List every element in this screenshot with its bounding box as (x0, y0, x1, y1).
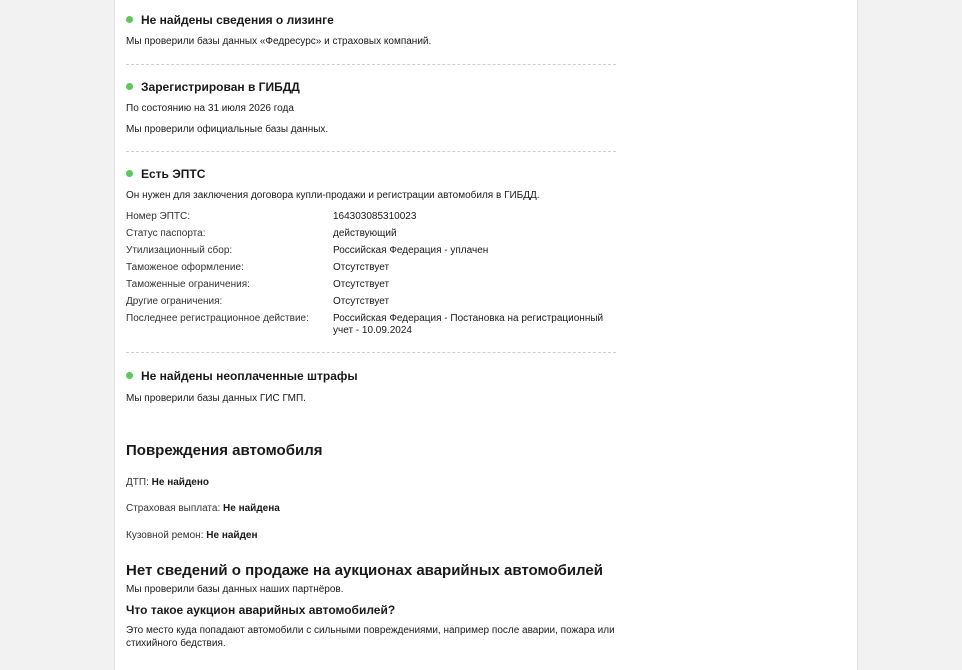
epts-row-key: Другие ограничения: (126, 296, 223, 307)
leasing-title-text: Не найдены сведения о лизинге (141, 13, 334, 27)
divider (126, 64, 616, 65)
epts-row-value: 164303085310023 (333, 211, 417, 222)
divider (126, 151, 616, 152)
damage-item-body-repair (126, 530, 258, 542)
damage-item-key: Кузовной ремон: (126, 530, 204, 541)
epts-title (126, 167, 616, 181)
epts-row-value: Российская Федерация - уплачен (333, 245, 489, 256)
epts-row (126, 262, 616, 274)
auction-text: Мы проверили базы данных наших партнёров. (126, 584, 344, 595)
epts-row (126, 245, 616, 257)
epts-text: Он нужен для заключения договора купли-продажи и регистрации автомобиля в ГИБДД. (126, 190, 540, 201)
fines-title (126, 369, 616, 383)
epts-row (126, 228, 616, 240)
epts-row-value: действующий (333, 228, 397, 239)
auction-subheading: Что такое аукцион аварийных автомобилей? (126, 603, 396, 617)
divider (126, 352, 616, 353)
epts-row (126, 296, 616, 308)
leasing-text: Мы проверили базы данных «Федресурс» и страховых компаний. (126, 36, 432, 47)
status-ok-icon (126, 16, 133, 23)
damage-item-key: ДТП: (126, 477, 149, 488)
epts-row-value: Отсутствует (333, 262, 390, 273)
fines-title-text: Не найдены неоплаченные штрафы (141, 369, 358, 383)
epts-row-key: Номер ЭПТС: (126, 211, 191, 222)
leasing-check (126, 13, 616, 48)
gibdd-title-text: Зарегистрирован в ГИБДД (141, 80, 300, 94)
epts-row (126, 313, 616, 337)
epts-row-value: Российская Федерация - Постановка на регистрационный учет - 10.09.2024 (333, 313, 604, 336)
damage-item-value: Не найдено (151, 477, 210, 488)
epts-row-key: Таможеное оформление: (126, 262, 244, 273)
damage-item-value: Не найден (206, 530, 258, 541)
status-ok-icon (126, 170, 133, 177)
epts-row-value: Отсутствует (333, 279, 390, 290)
damage-item-value: Не найдена (223, 503, 280, 514)
epts-row (126, 211, 616, 223)
status-ok-icon (126, 372, 133, 379)
epts-row-key: Последнее регистрационное действие: (126, 313, 309, 324)
epts-row-key: Статус паспорта: (126, 228, 206, 239)
gibdd-title (126, 80, 616, 94)
gibdd-text: Мы проверили официальные базы данных. (126, 124, 329, 135)
status-ok-icon (126, 83, 133, 90)
damage-heading: Повреждения автомобиля (126, 442, 323, 459)
epts-row-key: Утилизационный сбор: (126, 245, 233, 256)
epts-details (126, 211, 616, 337)
epts-row-value: Отсутствует (333, 296, 390, 307)
leasing-title (126, 13, 616, 27)
damage-item-key: Страховая выплата: (126, 503, 221, 514)
epts-row (126, 279, 616, 291)
gibdd-date: По состоянию на 31 июля 2026 года (126, 103, 294, 114)
damage-item-insurance (126, 503, 280, 515)
auction-description: Это место куда попадают автомобили с сильными повреждениями, например после аварии, пожара или стихийного бедствия. (126, 625, 615, 649)
epts-title-text: Есть ЭПТС (141, 167, 206, 181)
gibdd-check (126, 80, 616, 136)
fines-text: Мы проверили базы данных ГИС ГМП. (126, 393, 306, 404)
fines-check (126, 369, 616, 405)
epts-row-key: Таможенные ограничения: (126, 279, 250, 290)
auction-heading: Нет сведений о продаже на аукционах аварийных автомобилей (126, 562, 603, 579)
damage-item-accident (126, 477, 209, 489)
epts-check (126, 167, 616, 337)
